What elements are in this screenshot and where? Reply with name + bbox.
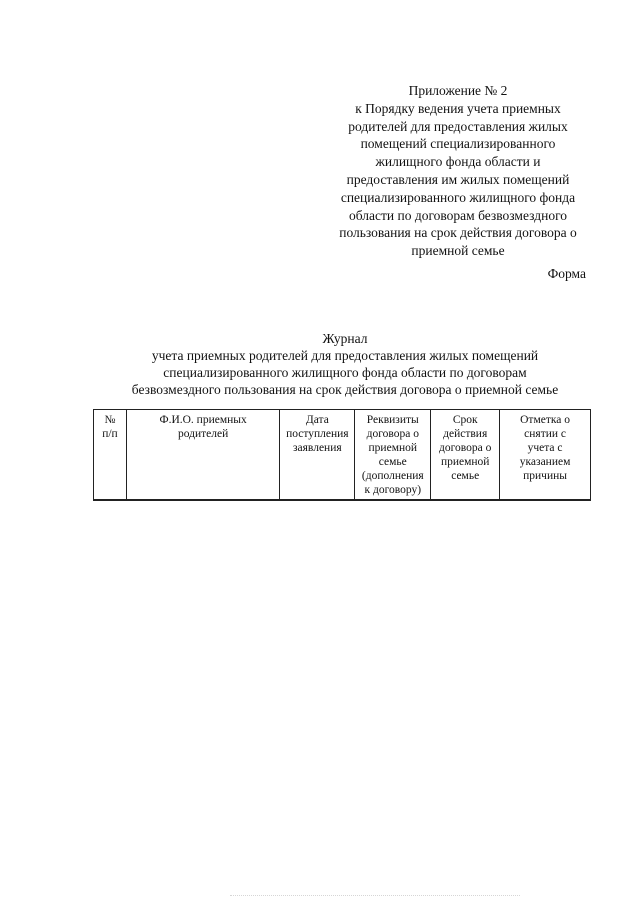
journal-heading [60,330,630,398]
form-label: Форма [547,266,586,281]
appendix-header [322,82,594,260]
appendix-line: приемной семье [411,243,505,259]
appendix-line: Приложение № 2 [408,83,508,98]
journal-subtitle-line: специализированного жилищного фонда области по договорам [163,365,527,380]
appendix-line: помещений специализированного [360,136,556,152]
journal-subtitle-line: учета приемных родителей для предоставления жилых помещений [151,348,539,363]
scan-artifact [230,895,520,900]
appendix-line: к Порядку ведения учета приемных [355,100,561,116]
appendix-line: специализированного жилищного фонда [340,189,576,205]
appendix-line: жилищного фонда области и [375,154,541,170]
table-header-row [94,410,591,501]
journal-table [93,409,591,501]
journal-subtitle-line: безвозмездного пользования на срок действия договора о приемной семье [131,382,559,397]
column-header-contract-details: Реквизиты договора о приемной семье (дополнения к договору) [355,410,431,501]
appendix-line: родителей для предоставления жилых [348,118,568,134]
appendix-line: области по договорам безвозмездного [348,207,568,223]
column-header-removal-note: Отметка о снятии с учета с указанием причины [500,410,591,501]
appendix-line: пользования на срок действия договора о [339,225,577,241]
column-header-number: № п/п [94,410,127,501]
appendix-line: предоставления им жилых помещений [346,171,570,187]
column-header-application-date: Дата поступления заявления [280,410,355,501]
column-header-contract-term: Срок действия договора о приемной семье [431,410,500,501]
column-header-full-name: Ф.И.О. приемных родителей [126,410,279,501]
journal-title: Журнал [322,331,368,346]
